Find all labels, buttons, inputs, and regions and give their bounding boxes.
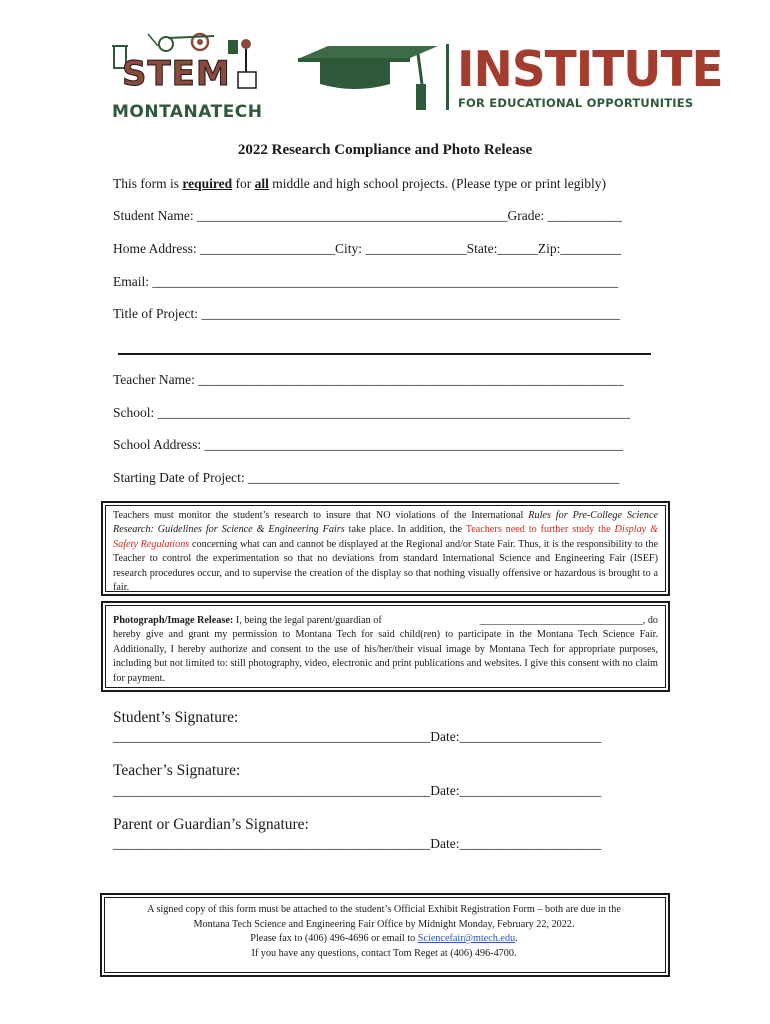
stem-montana-tech-logo — [108, 32, 268, 124]
school-address-field[interactable]: School Address: ______________________________________________________________ — [113, 437, 624, 452]
school-field[interactable]: School: ______________________________________________________________________ — [113, 405, 631, 420]
institute-divider — [446, 44, 449, 110]
montana-tech-logo-text: MONTANATECH — [112, 102, 263, 122]
science-fair-email-link[interactable]: Sciencefair@mtech.edu — [417, 933, 516, 944]
email-field[interactable]: Email: _____________________________________________________________________ — [113, 274, 619, 289]
intro-pre: This form is — [113, 176, 183, 191]
project-title-extra-line[interactable] — [118, 353, 651, 355]
footer-fax: Please fax to (406) 496-4696 or email to — [250, 933, 418, 944]
photo-release-l1: I, being the legal parent/guardian of — [233, 615, 382, 626]
photo-release-l1-end: , do — [642, 615, 658, 626]
institute-logo-subtitle: FOR EDUCATIONAL OPPORTUNITIES — [458, 96, 694, 110]
guardian-child-name-field[interactable]: ________________________________ — [479, 615, 643, 626]
teacher-notice-red: Teachers need to further study the — [465, 524, 615, 536]
teacher-notice-red-italic: Display & Safety Regulations — [113, 524, 659, 550]
start-date-field[interactable]: Starting Date of Project: _______________________________________________________ — [113, 470, 620, 485]
footer-period: . — [515, 933, 518, 944]
teacher-notice-p3: concerning what can and cannot be displayed at the Regional and/or State Fair. Thus, it is the responsibility to the Teacher to control the experimentation so that no deviations from standard International Science and Engineering Fair (ISEF) research procedures occur, and to supervise the creation of the display so that nothing visually offensive or hazardous is brought to a fair. — [113, 538, 658, 594]
student-name-field[interactable]: Student Name: ______________________________________________Grade: ___________ — [113, 208, 622, 223]
teacher-name-field[interactable]: Teacher Name: _______________________________________________________________ — [113, 372, 624, 387]
footer-line-4: If you have any questions, contact Tom Reget at (406) 496-4700. — [251, 947, 517, 959]
footer-notice-text — [104, 903, 664, 961]
teacher-signature-label: Teacher’s Signature: — [113, 762, 241, 779]
photo-release-rest: hereby give and grant my permission to Montana Tech for said child(ren) to participate in the Montana Tech Science Fair. Additionally, I hereby authorize and consent to the use of his/her/their visual image by Montana Tech for appropriate purposes, including but not limited to: still photography, video, electronic and print publications and websites. I give this consent with no claim for payment. — [113, 629, 658, 684]
teacher-notice-p1: Teachers must monitor the student’s research to insure that NO violations of the International — [113, 510, 529, 521]
footer-line-3 — [104, 932, 664, 947]
guardian-signature-label: Parent or Guardian’s Signature: — [113, 816, 309, 833]
graduation-cap-icon — [298, 44, 438, 114]
intro-post: middle and high school projects. (Please type or print legibly) — [268, 176, 606, 191]
teacher-notice-text — [113, 509, 658, 595]
intro-mid: for — [232, 176, 255, 191]
stem-logo-word: STEM — [122, 54, 231, 94]
home-address-field[interactable]: Home Address: ____________________City: _______________State:______Zip:_________ — [113, 241, 622, 256]
intro-all: all — [254, 176, 269, 191]
photo-release-text — [113, 614, 658, 686]
student-signature-field[interactable]: _______________________________________________Date:_____________________ — [113, 729, 602, 744]
form-title: 2022 Research Compliance and Photo Release — [237, 142, 533, 158]
footer-line-1: A signed copy of this form must be attached to the student’s Official Exhibit Registration Form – both are due in the — [147, 904, 621, 915]
teacher-notice-p2: take place. In addition, the — [344, 524, 466, 536]
project-title-field[interactable]: Title of Project: ______________________________________________________________ — [113, 306, 620, 321]
institute-logo-title: INSTITUTE — [457, 40, 723, 99]
teacher-signature-field[interactable]: _______________________________________________Date:_____________________ — [113, 783, 602, 798]
intro-required: required — [182, 176, 233, 191]
teacher-notice-rules: Rules for Pre-College Science Research: Guidelines for Science & Engineering Fairs — [113, 510, 658, 536]
footer-line-2: Montana Tech Science and Engineering Fair Office by Midnight Monday, February 22, 2022. — [193, 918, 575, 930]
photo-release-label: Photograph/Image Release: — [113, 615, 234, 626]
student-signature-label: Student’s Signature: — [113, 709, 239, 726]
guardian-signature-field[interactable]: _______________________________________________Date:_____________________ — [113, 836, 602, 851]
intro-line — [113, 176, 606, 192]
